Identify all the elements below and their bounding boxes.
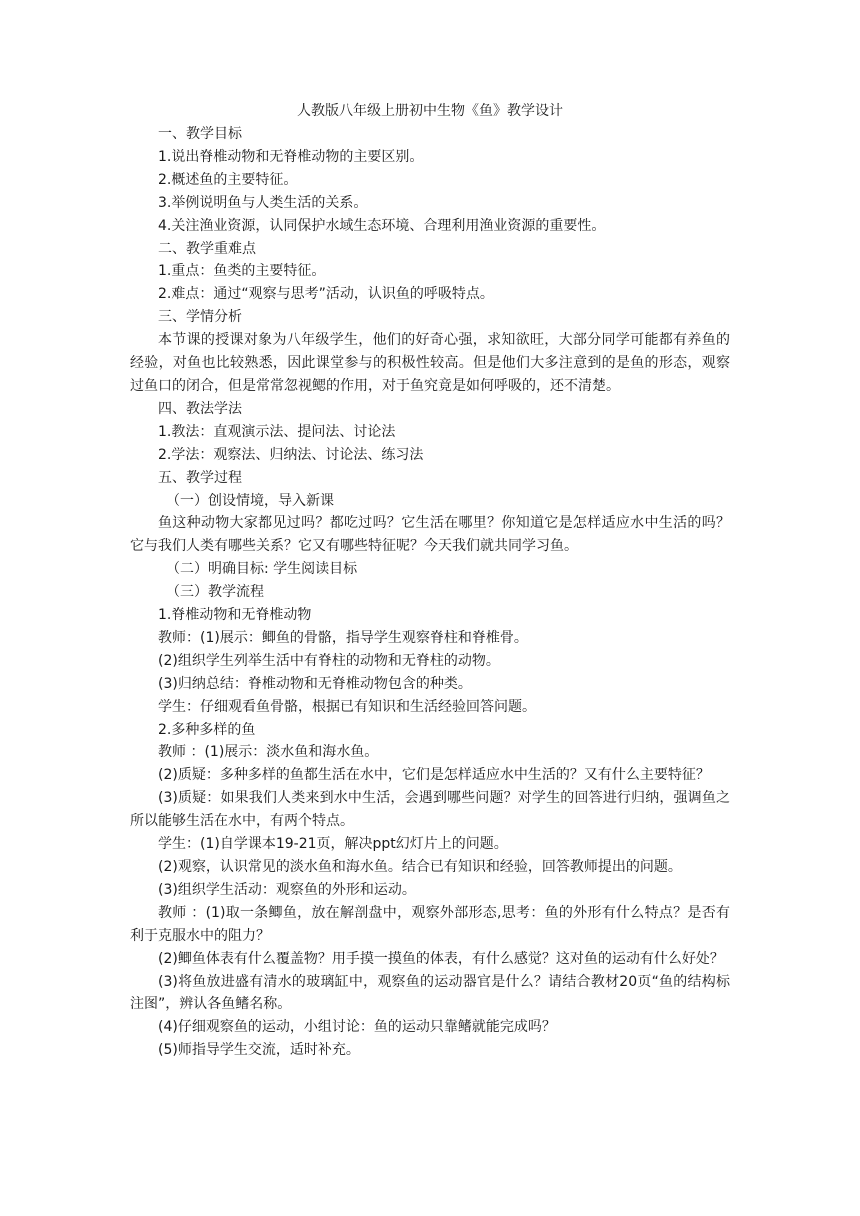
goal-item-1: 1.说出脊椎动物和无脊椎动物的主要区别。 — [158, 148, 424, 165]
document-page — [130, 100, 730, 1062]
student-activity: 学生：仔细观看鱼骨骼，根据已有知识和生活经验回答问题。 — [158, 698, 536, 715]
learning-method: 2.学法：观察法、归纳法、讨论法、练习法 — [158, 446, 424, 463]
subheading-introduction: （一）创设情境，导入新课 — [166, 492, 334, 509]
goal-item-3: 3.举例说明鱼与人类生活的关系。 — [158, 194, 368, 211]
teacher-fish-step-1: 教师 ：(1)展示：淡水鱼和海水鱼。 — [158, 744, 379, 761]
section-diverse-fish: 2.多种多样的鱼 — [158, 721, 256, 738]
teacher-observe-step-2: (2)鲫鱼体表有什么覆盖物？用手摸一摸鱼的体表，有什么感觉？这对鱼的运动有什么好处？ — [158, 950, 724, 967]
teacher-fish-step-2: (2)质疑：多种多样的鱼都生活在水中，它们是怎样适应水中生活的？又有什么主要特征？ — [158, 767, 710, 784]
student-fish-step-3: (3)组织学生活动：观察鱼的外形和运动。 — [158, 881, 416, 898]
teacher-observe-step-5: (5)师指导学生交流，适时补充。 — [158, 1042, 360, 1059]
student-fish-step-2: (2)观察，认识常见的淡水鱼和海水鱼。结合已有知识和经验，回答教师提出的问题。 — [158, 859, 682, 875]
subheading-process: （三）教学流程 — [166, 584, 264, 601]
teacher-fish-step-3: (3)质疑：如果我们人类来到水中生活，会遇到哪些问题？对学生的回答进行归纳，强调鱼之所以能够生活在水中，有两个特点。 — [130, 790, 730, 830]
heading-teaching-goals: 一、教学目标 — [158, 126, 242, 142]
teacher-observe-step-3: (3)将鱼放进盛有清水的玻璃缸中，观察鱼的运动器官是什么？请结合教材20页“鱼的结构标注图”，辨认各鱼鳍名称。 — [130, 973, 730, 1013]
heading-methods: 四、教法学法 — [158, 400, 242, 417]
teacher-step-2: (2)组织学生列举生活中有脊柱的动物和无脊柱的动物。 — [158, 652, 500, 669]
teacher-observe-step-1: 教师 ：(1)取一条鲫鱼，放在解剖盘中，观察外部形态,思考：鱼的外形有什么特点？是否有利于克服水中的阻力？ — [130, 904, 730, 944]
teaching-method: 1.教法：直观演示法、提问法、讨论法 — [158, 423, 396, 440]
student-analysis-paragraph: 本节课的授课对象为八年级学生，他们的好奇心强，求知欲旺，大部分同学可能都有养鱼的经验，对鱼也比较熟悉，因此课堂参与的积极性较高。但是他们大多注意到的是鱼的形态，观察过鱼口的闭合，但是常常忽视鳃的作用，对于鱼究竟是如何呼吸的，还不清楚。 — [130, 332, 730, 394]
goal-item-2: 2.概述鱼的主要特征。 — [158, 171, 298, 188]
difficult-point: 2.难点：通过“观察与思考”活动，认识鱼的呼吸特点。 — [158, 286, 494, 303]
goal-item-4: 4.关注渔业资源，认同保护水域生态环境、合理利用渔业资源的重要性。 — [158, 217, 606, 234]
teacher-step-1: 教师：(1)展示：鲫鱼的骨骼，指导学生观察脊柱和脊椎骨。 — [158, 629, 528, 646]
section-vertebrates: 1.脊椎动物和无脊椎动物 — [158, 607, 312, 624]
heading-student-analysis: 三、学情分析 — [158, 309, 242, 326]
subheading-objectives: （二）明确目标: 学生阅读目标 — [166, 561, 358, 578]
introduction-paragraph: 鱼这种动物大家都见过吗？都吃过吗？它生活在哪里？你知道它是怎样适应水中生活的吗？它与我们人类有哪些关系？它又有哪些特征呢？今天我们就共同学习鱼。 — [130, 515, 730, 555]
document-title: 人教版八年级上册初中生物《鱼》教学设计 — [297, 103, 563, 119]
teacher-step-3: (3)归纳总结：脊椎动物和无脊椎动物包含的种类。 — [158, 675, 472, 692]
teacher-observe-step-4: (4)仔细观察鱼的运动，小组讨论：鱼的运动只靠鳍就能完成吗？ — [158, 1019, 556, 1036]
key-point: 1.重点：鱼类的主要特征。 — [158, 263, 326, 280]
heading-teaching-process: 五、教学过程 — [158, 469, 242, 486]
student-fish-step-1: 学生：(1)自学课本19-21页，解决ppt幻灯片上的问题。 — [158, 836, 508, 853]
heading-key-points: 二、教学重难点 — [158, 240, 256, 257]
